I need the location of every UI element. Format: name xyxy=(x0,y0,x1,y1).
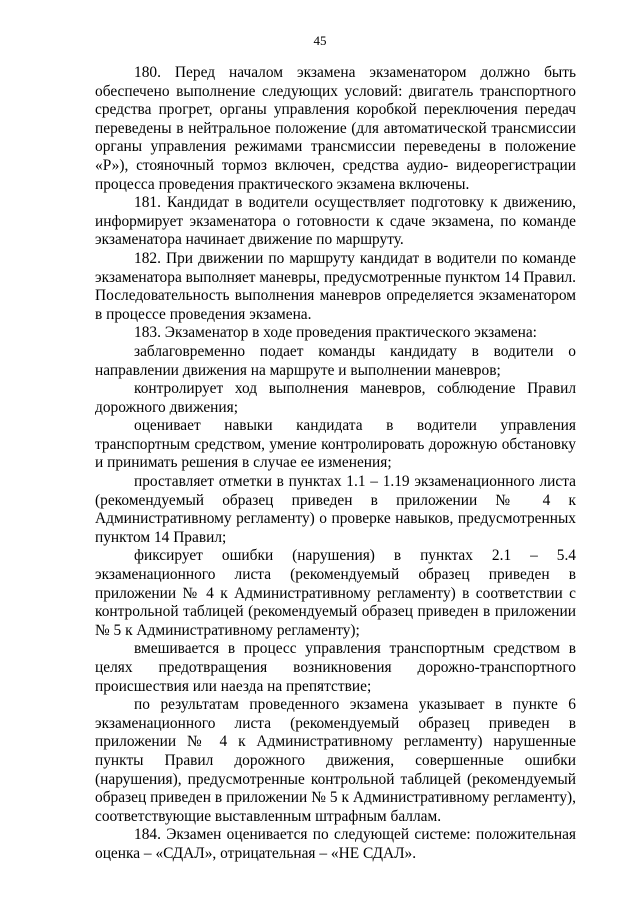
list-item-marks: проставляет отметки в пунктах 1.1 – 1.19 экзаменационного листа (рекомендуемый образец приведен в приложении № 4 к Административному регламенту) о проверке навыков, предусмотренных пунктом 14 Правил; xyxy=(95,473,576,546)
paragraph-183: 183. Экзаменатор в ходе проведения практического экзамена: xyxy=(134,324,537,342)
paragraph-180: 180. Перед началом экзамена экзаменатором должно быть обеспечено выполнение следующих условий: двигатель транспортного средства прогрет, органы управления коробкой переключения передач переведены в нейтральное положение (для автоматической трансмиссии органы управления режимами трансмиссии переведены в положение «Р»), стояночный тормоз включен, средства аудио- видеорегистрации процесса проведения практического экзамена включены. xyxy=(95,64,576,193)
paragraph-181: 181. Кандидат в водители осуществляет подготовку к движению, информирует экзаменатора о готовности к сдаче экзамена, по команде экзаменатора начинает движение по маршруту. xyxy=(95,194,576,249)
list-item-intervene: вмешивается в процесс управления транспортным средством в целях предотвращения возникновения дорожно-транспортного происшествия или наезда на препятствие; xyxy=(95,640,576,695)
list-item-errors: фиксирует ошибки (нарушения) в пунктах 2.1 – 5.4 экзаменационного листа (рекомендуемый образец приведен в приложении № 4 к Административному регламенту) в соответствии с контрольной таблицей (рекомендуемый образец приведен в приложении № 5 к Административному регламенту); xyxy=(95,547,576,639)
list-item-skills: оценивает навыки кандидата в водители управления транспортным средством, умение контролировать дорожную обстановку и принимать решения в случае ее изменения; xyxy=(95,417,576,472)
list-item-results: по результатам проведенного экзамена указывает в пункте 6 экзаменационного листа (рекомендуемый образец приведен в приложении № 4 к Административному регламенту) нарушенные пункты Правил дорожного движения, совершенные ошибки (нарушения), предусмотренные контрольной таблицей (рекомендуемый образец приведен в приложении № 5 к Административному регламенту), соответствующие выставленным штрафным баллам. xyxy=(95,696,576,825)
list-item-control: контролирует ход выполнения маневров, соблюдение Правил дорожного движения; xyxy=(95,380,576,416)
paragraph-182: 182. При движении по маршруту кандидат в водители по команде экзаменатора выполняет маневры, предусмотренные пунктом 14 Правил. Последовательность выполнения маневров определяется экзаменатором в процессе проведения экзамена. xyxy=(95,249,576,323)
document-body xyxy=(95,64,576,864)
list-item-commands: заблаговременно подает команды кандидату в водители о направлении движения на маршруте и выполнении маневров; xyxy=(95,342,576,379)
paragraph-184: 184. Экзамен оценивается по следующей системе: положительная оценка – «СДАЛ», отрицательная – «НЕ СДАЛ». xyxy=(95,826,576,862)
page-number: 45 xyxy=(313,33,327,48)
